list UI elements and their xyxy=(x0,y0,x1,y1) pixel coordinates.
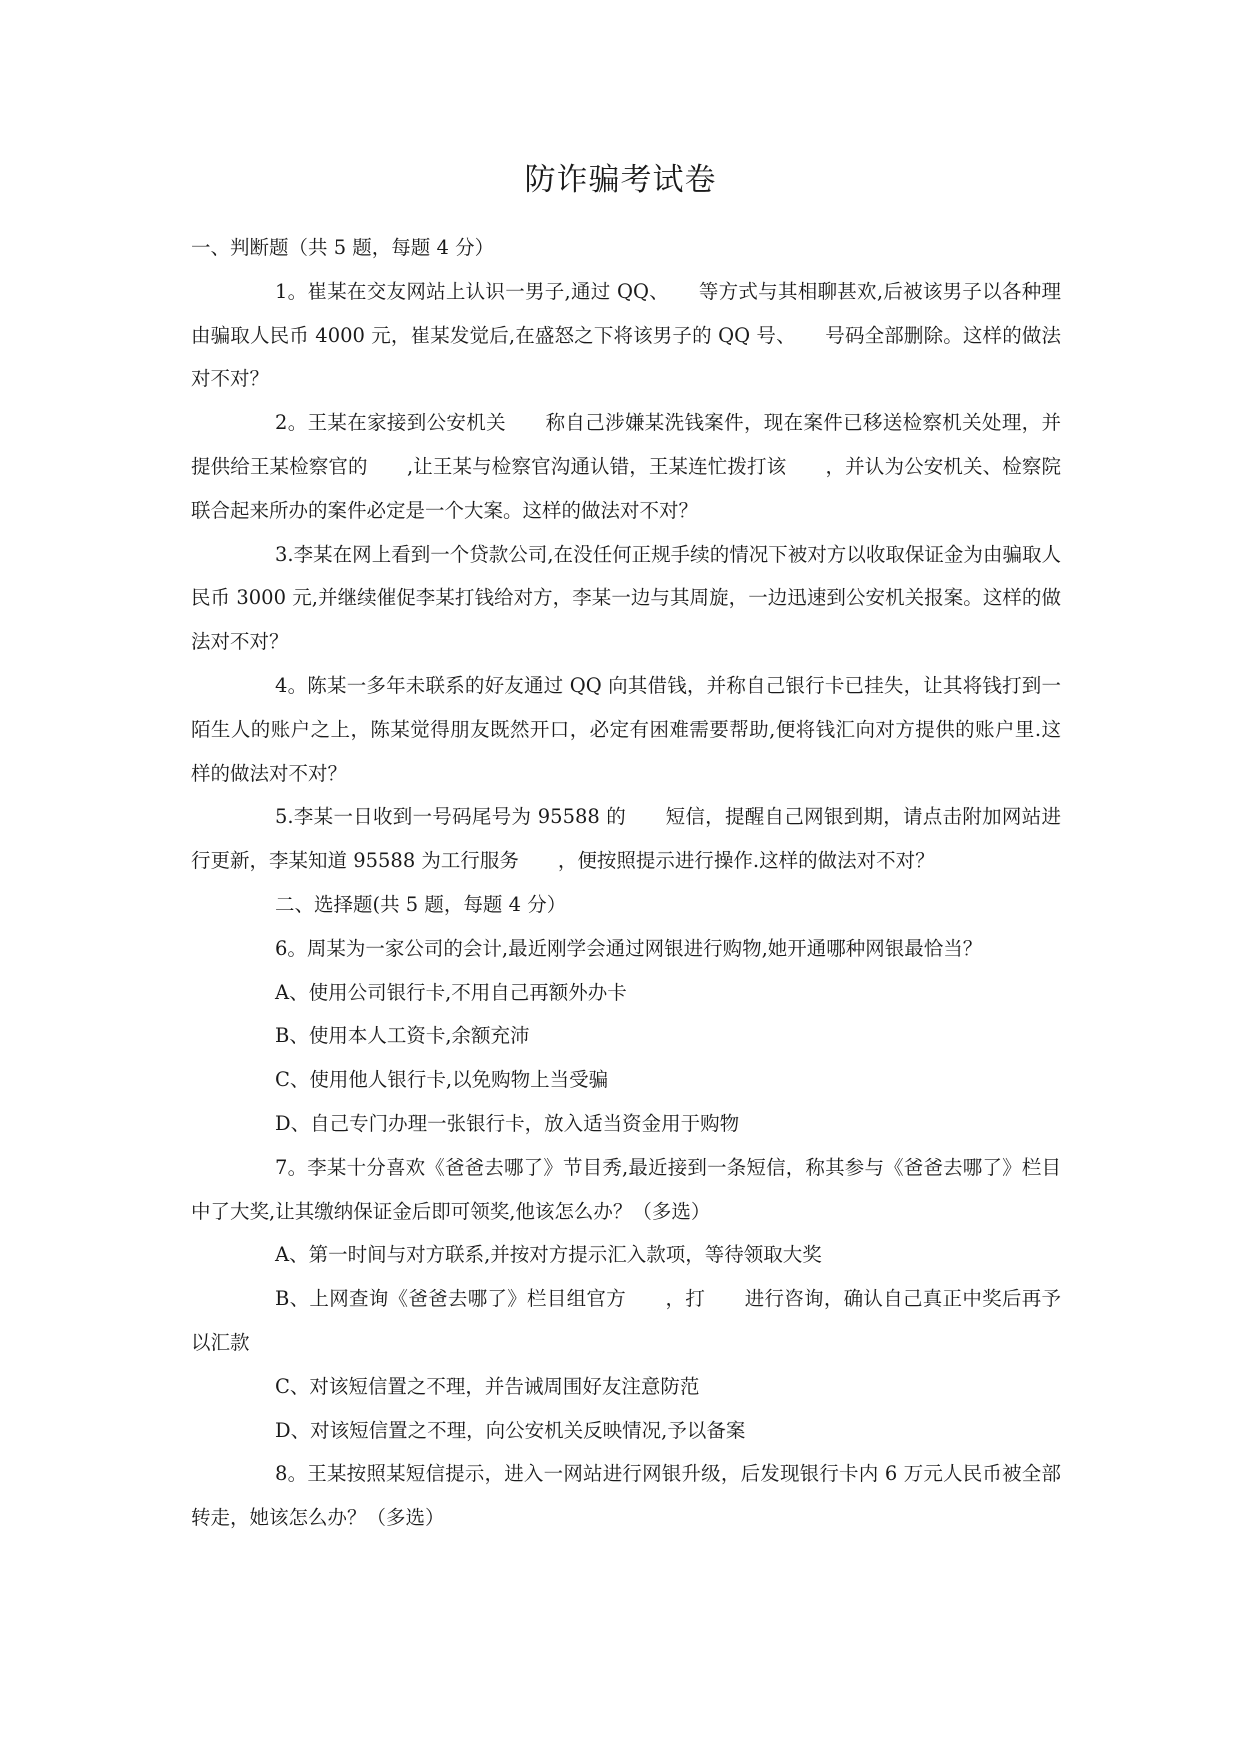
question-6-option-b: B、使用本人工资卡,余额充沛 xyxy=(275,1024,530,1048)
section-heading-multiple-choice: 二、选择题(共 5 题，每题 4 分） xyxy=(275,892,567,916)
question-6-option-a: A、使用公司银行卡,不用自己再额外办卡 xyxy=(275,980,627,1004)
page-title: 防诈骗考试卷 xyxy=(524,162,717,198)
question-7: 7。李某十分喜欢《爸爸去哪了》节目秀,最近接到一条短信，称其参与《爸爸去哪了》栏目中了大奖,让其缴纳保证金后即可领奖,他该怎么办？（多选） xyxy=(191,1155,1061,1223)
question-2: 2。王某在家接到公安机关 称自己涉嫌某洗钱案件，现在案件已移送检察机关处理，并提供给王某检察官的 ,让王某与检察官沟通认错，王某连忙拨打该 ，并认为公安机关、检察院联合起来所办的案件必定是一个大案。这样的做法对不对？ xyxy=(191,411,1061,522)
question-3: 3.李某在网上看到一个贷款公司,在没任何正规手续的情况下被对方以收取保证金为由骗取人民币 3000 元,并继续催促李某打钱给对方，李某一边与其周旋，一边迅速到公安机关报案。这样的做法对不对？ xyxy=(191,542,1061,654)
question-1: 1。崔某在交友网站上认识一男子,通过 QQ、 等方式与其相聊甚欢,后被该男子以各种理由骗取人民币 4000 元，崔某发觉后,在盛怒之下将该男子的 QQ 号、 号码全部删除。这样的做法对不对？ xyxy=(191,279,1061,391)
question-5: 5.李某一日收到一号码尾号为 95588 的 短信，提醒自己网银到期，请点击附加网站进行更新，李某知道 95588 为工行服务 ，便按照提示进行操作.这样的做法对不对？ xyxy=(191,805,1061,873)
section-heading-true-false: 一、判断题（共 5 题，每题 4 分） xyxy=(191,236,495,259)
question-7-option-c: C、对该短信置之不理，并告诫周围好友注意防范 xyxy=(275,1374,700,1398)
question-6-option-c: C、使用他人银行卡,以免购物上当受骗 xyxy=(275,1068,609,1092)
question-4: 4。陈某一多年未联系的好友通过 QQ 向其借钱，并称自己银行卡已挂失，让其将钱打到一陌生人的账户之上，陈某觉得朋友既然开口，必定有困难需要帮助,便将钱汇向对方提供的账户里.这样的做法对不对？ xyxy=(191,673,1061,785)
exam-body xyxy=(191,226,1061,1540)
question-6: 6。周某为一家公司的会计,最近刚学会通过网银进行购物,她开通哪种网银最恰当？ xyxy=(275,936,983,960)
question-8: 8。王某按照某短信提示，进入一网站进行网银升级，后发现银行卡内 6 万元人民币被全部转走，她该怎么办？（多选） xyxy=(191,1462,1061,1530)
question-7-option-d: D、对该短信置之不理，向公安机关反映情况,予以备案 xyxy=(275,1418,746,1442)
question-7-option-b: B、上网查询《爸爸去哪了》栏目组官方 ，打 进行咨询，确认自己真正中奖后再予以汇款 xyxy=(191,1287,1061,1354)
question-6-option-d: D、自己专门办理一张银行卡，放入适当资金用于购物 xyxy=(275,1111,740,1135)
question-7-option-a: A、第一时间与对方联系,并按对方提示汇入款项，等待领取大奖 xyxy=(275,1243,822,1267)
